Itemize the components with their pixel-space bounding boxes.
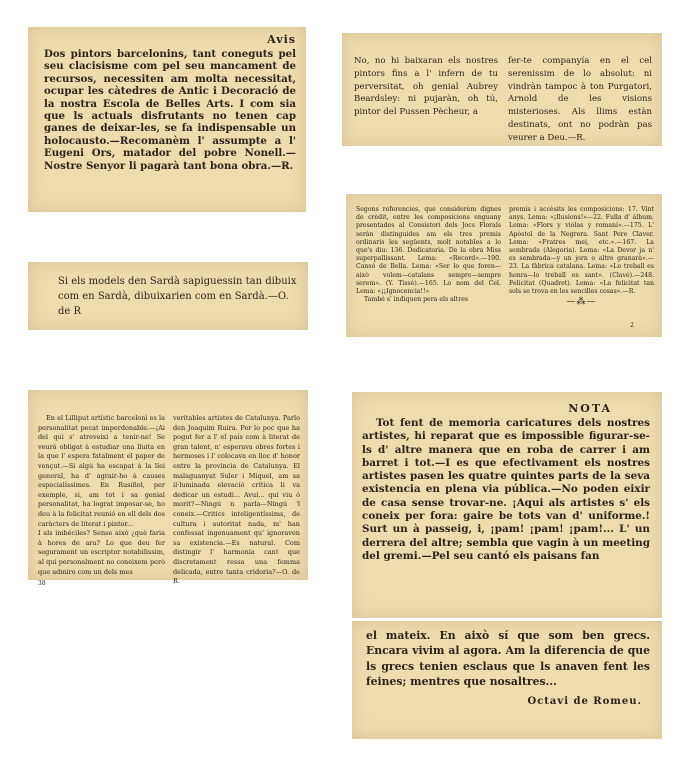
page-number: 38	[38, 580, 46, 588]
clipping-text: Dos pintors barcelonins, tant coneguts pel seu clacisisme com pel seu mancament de recursos, necessiten am molta necessitat, ocupar les càtedres de Antic i Decoració de la nostra Escola de Belles Arts. I com sia que ls actuals disfrutants no tenen cap ganes de deixar-les, se fa indispensable un holocausto.—Recomanèm l' assumpte a l' Eugeni Ors, matador del pobre Nonell.—Nostre Senyor li pagarà tant bona obra.—R.	[44, 48, 296, 172]
clipping-paragraph: En el Lilliput artístic barcelonì es la personalitat pecat imperdonable.—¡Ai del qui s' atreveixi a tenir-ne! Se veurà obligat à estudiar una lluita en la que l' espera fatalment el paper de vençut.—Si algù ha escapat à la llei general, ha d' agrair-ho à causes especialíssimes. En Rusiñol, per exemple, si, am tot i sa genial personalitat, ha lograt imposar-se, ho deu à la felicitat reunió en ell dels dos caràcters de literat i pintor...	[38, 414, 165, 528]
clipping-nota	[352, 392, 662, 618]
clipping-paragraph: I als imbéciles? Sense això ¿què faria à hores de ara? Lo que deu fer segurament un escriptor notabilissim, al qui personalment no coneixem però que admiro com un dels mes	[38, 529, 165, 576]
author-signature: Octavi de Romeu.	[527, 695, 642, 707]
clipping-nota-continued	[352, 621, 662, 739]
clipping-jocs-florals	[346, 194, 662, 337]
clipping-paragraph: Segons referencies, que considerèm dignes de crèdit, entre les composicions enguany presentades al Consistori dels Jocs Florals seràn distinguides am els tres premis ordinaris les següents, molt notables a lo que's diu: 136. Dedicatoria. De la obra Miss superpallissant. Lema: «Record».—190. Cansó de Bella. Lema: «Ser lo que foren—això volem—catalans sempre—sempre serem». (Y. Tissé).—165. Lo nom del Cel. Lema: «¡¡Ignocencia!!»	[356, 206, 501, 296]
clipping-text: Si els models den Sardà sapiguessin tan dibuix com en Sardà, dibuixarien com en Sardà.—O. de R	[58, 276, 297, 317]
ornament-divider: —⁂—	[566, 297, 597, 308]
clipping-paragraph: També s' indiquen pera els altres	[364, 296, 469, 304]
clipping-column-right	[173, 414, 300, 589]
clipping-lilliput	[28, 390, 308, 588]
clipping-text: Tot fent de memoria caricatures dels nostres artistes, hi reparat que es impossible figurar-se-ls d' altre manera que en roba de carrer i am barret i tot.—I es que efectivament els nostres artistes pasen les quatre quintes parts de la seva existencia en plena via pública.—No poden eixir de casa sense trovar-ne. ¡Aqui als artistes s' els coneix per fora: gaire be tots van d' uniforme.! Surt un à passeig, i, ¡pam! ¡pam! ¡pam!... L' un derrera del altre; sembla que vagin à un meeting del gremi.—Pel seu cantó els paisans fan	[362, 417, 650, 562]
clipping-column-left	[38, 414, 165, 589]
clipping-title: Avis	[267, 33, 296, 46]
clipping-beardsley	[342, 33, 662, 146]
clipping-sarda	[28, 262, 308, 330]
clipping-column-right	[509, 206, 654, 306]
clipping-text: el mateix. En això sí que som ben grecs. Encara vivim al agora. Am la diferencia de que ls grecs tenien esclaus que ls anaven fent les feines; mentres que nosaltres...	[366, 629, 650, 689]
clipping-avis	[28, 27, 306, 212]
clipping-paragraph: premis i accèsits les composicions: 17. Vint anys. Lema: «¡Ilusions!»—22. Fulla d' álbum. Lema: «Flors y violas y romaní».—175. L' Apòstol de la Negrera. Sant Pere Claver. Lema: «Fratres mei, etc.».—167. La sembrada (Alegoria). Lema: «La Devor ja n' es sembrada—y un jorn o altre granarà».—23. La fàbrica catalana. Lema: «Lo treball es honra—lo treball es sant». (Clavé).—248. Felicitat (Quadret). Lema: «La felicitat tan sols se trova en les sencilles cosas».—R.	[509, 206, 654, 296]
clipping-column-right: fer-te companyía en el cel serenissim de lo absolut: ni vindràn tampoc à ton Purgatori, Arnold de les visions misterioses. Als llims estàn destinats, ont no podràn pas veurer a Deu.—R.	[508, 56, 652, 143]
clipping-column-left	[356, 206, 501, 306]
page-mark: 2	[630, 322, 634, 329]
clipping-title: NOTA	[568, 402, 612, 415]
clipping-column-left: No, no hi baixaran els nostres pintors fins a l' infern de tu perversitat, oh genial Aubrey Beardsley: ni pujaràn, oh tú, pintor del Pussen Pècheur, a	[354, 56, 498, 118]
clipping-paragraph: veritables artistes de Catalunya. Parlo den Joaquim Ruira. Per lo poc que ha pogut fer a l' el país com à literat de gran talent, n' esperava obres fortes i hermoses i l' colocava en lloc d' honor entre la provincia de Catalunya. El malaguanyat Suler i Miquel, am sa il·luminada elevació crítica li va dedicar un estudi... Avui... qui viu ó morit?—Ningú n parla—Ningú 'l coneix.—Critics inteligentíssims, de cultura i autoritat nada, m' han confessat ingenuament qu' ignoraven sa existencia.—Es natural. Com distingir l' harmonia cant que discretament ressa una femma delicada, entre tanta cridoria?—O. de R.	[173, 414, 300, 586]
